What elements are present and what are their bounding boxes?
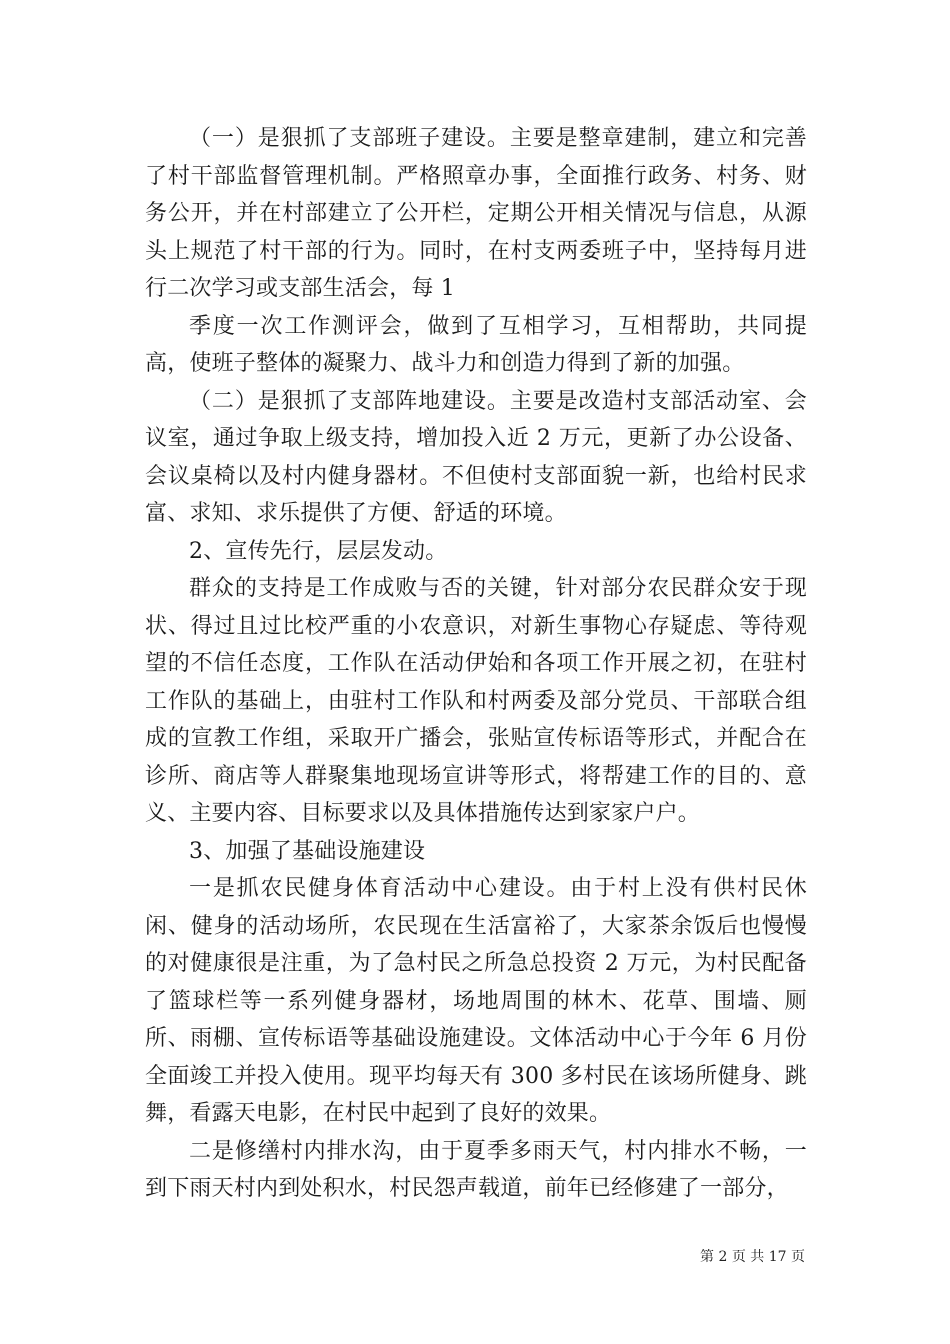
paragraph-drainage: 二是修缮村内排水沟，由于夏季多雨天气，村内排水不畅，一到下雨天村内到处积水，村民怨声载道，前年已经修建了一部分， [145,1138,807,1201]
paragraph-branch-team: （一）是狠抓了支部班子建设。主要是整章建制，建立和完善了村干部监督管理机制。严格照章办事，全面推行政务、村务、财务公开，并在村部建立了公开栏，定期公开相关情况与信息，从源头上规范了村干部的行为。同时，在村支两委班子中，坚持每月进行二次学习或支部生活会，每 1 [145,126,807,301]
section-heading-infrastructure: 3、加强了基础设施建设 [189,838,426,864]
paragraph-quarterly-review: 季度一次工作测评会，做到了互相学习，互相帮助，共同提高，使班子整体的凝聚力、战斗力和创造力得到了新的加强。 [145,313,807,376]
paragraph-branch-facilities: （二）是狠抓了支部阵地建设。主要是改造村支部活动室、会议室，通过争取上级支持，增加投入近 2 万元，更新了办公设备、会议桌椅以及村内健身器材。不但使村支部面貌一新，也给村民求富、求知、求乐提供了方便、舒适的环境。 [145,388,807,526]
paragraph-fitness-center: 一是抓农民健身体育活动中心建设。由于村上没有供村民休闲、健身的活动场所，农民现在生活富裕了，大家茶余饭后也慢慢的对健康很是注重，为了急村民之所急总投资 2 万元，为村民配备了篮球栏等一系列健身器材，场地周围的林木、花草、围墙、厕所、雨棚、宣传标语等基础设施建设。文体活动中心于今年 6 月份全面竣工并投入使用。现平均每天有 300 多村民在该场所健身、跳舞，看露天电影，在村民中起到了良好的效果。 [145,876,807,1126]
page-number: 第 2 页 共 17 页 [700,1249,805,1265]
paragraph-publicity: 群众的支持是工作成败与否的关键，针对部分农民群众安于现状、得过且过比校严重的小农意识，对新生事物心存疑虑、等待观望的不信任态度，工作队在活动伊始和各项工作开展之初，在驻村工作队的基础上，由驻村工作队和村两委及部分党员、干部联合组成的宣教工作组，采取开广播会，张贴宣传标语等形式，并配合在诊所、商店等人群聚集地现场宣讲等形式，将帮建工作的目的、意义、主要内容、目标要求以及具体措施传达到家家户户。 [145,576,807,826]
section-heading-publicity: 2、宣传先行，层层发动。 [189,538,448,564]
document-body [145,120,807,1208]
